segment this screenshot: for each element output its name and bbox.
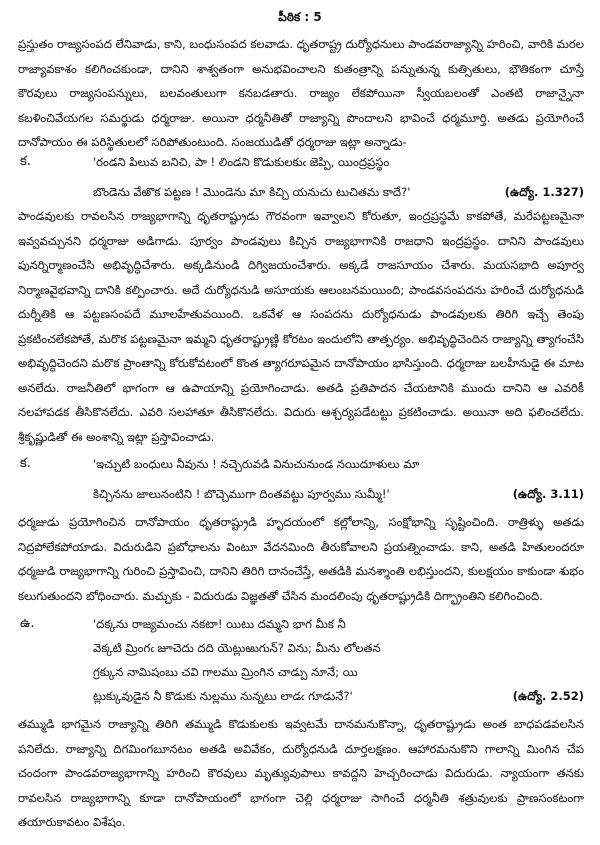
verse-meter-label: క. (20, 154, 31, 169)
verse-line: గ్రక్కున నామిషంబు చవి గాలము మ్రింగిన చాడ్పు నూనే; యి (93, 665, 358, 679)
verse-line: 'దక్కను రాజ్యమంచు నకటా! యిటు దమ్మని భాగ మీక నీ (93, 617, 346, 631)
paragraph-dhritarashtra: ధర్మజుడు ప్రయోగించిన దానోపాయం ధృతరాష్ట్రుడి హృదయంలో కల్లోలాన్ని, సంక్షోభాన్ని సృష్టించింది. రాత్రిళ్ళు అతడు నిద్రపోలేకపోయాడు. విదురుడిని ప్రబోధాలను వింటూ వేదనమింది తీరుకోవాలని ప్రయత్నించాడు. కాని, అతడి హితులందరూ ధర్మజుడి రాజ్యభాగాన్ని గురించి ప్రస్తావించి, దానిని తిరిగి దానంచేస్తే, అతడికి మనశ్శాంతి లభిస్తుందని, కులక్షయం కాకుండా శుభం కలుగుతుందని బోధించారు. మచ్చుకు - విదురుడు విజ్ఞతతో చేసిన మందలింపు ధృతరాష్ట్రుడికి దిగ్భ్రాంతిని కలిగించింది. (18, 515, 584, 603)
paragraph-intro: ప్రస్తుతం రాజ్యసంపద లేనివాడు, కాని, బంధుసంపద కలవాడు. ధృతరాష్ట్ర దుర్యోధనులు పాండవరాజ్యాన్ని హరించి, వారికి మరల రాజ్యావకాశం కలిగించకుండా, దానిని శాశ్వతంగా అనుభవించాలని కుతంత్రాన్ని పన్నుతున్న కుత్సితులు, భౌతికంగా చూస్తే కౌరవులు రాజ్యసంపన్నులు, బలవంతులుగా కనబడతారు. రాజ్యం లేకపోయినా స్వీయబలంతో ఎంతటి రాజాన్నైనా కబళించివేయగల సమర్థుడు ధర్మరాజు. అయినా ధర్మనీతితో రాజ్యాన్ని పొందాలని భావించే ధర్మమూర్తి. అతడు ప్రయోగించే దానోపాయం ఈ పరిస్థితులలో సరిపోతుంటుంది. సంజయుడితో ధర్మరాజు ఇట్లా అన్నాడు- (18, 37, 584, 149)
verse-reference: (ఉద్యో. 1.327) (504, 185, 584, 199)
verse-reference: (ఉద్యో. 2.52) (512, 689, 584, 703)
verse-block-3 (18, 612, 584, 712)
verse-line: 'రండని పిలువ బనిచి, పా ! లిండని కొడుకులకుఁ జెప్పి, యింద్రప్రస్థం (93, 155, 390, 169)
verse-reference: (ఉద్యో. 3.11) (512, 487, 584, 501)
verse-meter-label: ఉ. (20, 616, 35, 631)
verse-line: ట్లుక్కువుడైన నీ కొడుకు నుల్లము నున్నటు లాడఁ గూడునే?' (93, 689, 353, 703)
page-header: పీఠిక : 5 (278, 10, 322, 24)
verse-meter-label: క. (20, 456, 31, 471)
verse-block-2 (18, 452, 584, 512)
verse-line: కిచ్చినను జాలునంటిని ! బొచ్చెముగా దింతవట్టు పూర్వము సుమ్మీ!' (93, 487, 390, 501)
verse-line: వెక్కటి మ్రింగఁ జూచెదు దది యెట్లుఱుగున్? విను; మీను లోలతన (93, 641, 381, 655)
verse-line: బొండెను వేఱొక పట్టణ ! మొండెను మా కిచ్చి యనుచు టుచితమ కాదే?' (93, 185, 411, 199)
paragraph-conclusion: తమ్ముడి భాగమైన రాజ్యాన్ని తిరిగి తమ్ముడి కొడుకులకు ఇవ్వటమే దానమనుకొన్నా, ధృతరాష్ట్రుడు అంత బాధపడవలసిన పనిలేదు. రాజ్యాన్ని దిగమింగబూనటం అతడి అవివేకం, దుర్యోధనుడి దూర్తలక్షణం. ఆహారమనుకొని గాలాన్ని మింగిన చేప చందంగా పాండవరాజ్యభాగాన్ని హరించి కౌరవులు మృత్యువుపాలు కావద్దని హెచ్చరించాడు విదురుడు. న్యాయంగా తనకు రావలసిన రాజ్యభాగాన్ని కూడా దానోపాయంలో భాగంగా చెల్లి ధర్మరాజు సాగించే ధర్మనీతి శత్రువులకు ప్రాణసంకటంగా తయారుకావటం విశేషం. (18, 717, 584, 829)
paragraph-analysis: పాండవులకు రావలసిన రాజ్యభాగాన్ని ధృతరాష్ట్రుడు గౌరవంగా ఇవ్వాలని కోరుతూ, ఇంద్రప్రస్థమే కాకపోతే, మరేపట్టణమైనా ఇవ్వవచ్చునని ధర్మరాజు అడిగాడు. పూర్వం పాండవులు కిచ్చిన రాజ్యభాగానికి రాజధాని ఇంద్రప్రస్థం. దానిని పాండవులు పునర్నిర్మాణంచేసి అభివృద్ధిచేశారు. అక్కడినుండి దిగ్విజయంచేశారు. అక్కడే రాజసూయం చేశారు. మయసభాది అపూర్వ నిర్మాణవైభవాన్ని దానికి కల్పించారు. అదే దుర్యోధనుడి అసూయకు ఆలంబనమయింది; పాండవసంపదను హరించే దుర్యోధనుడి దుర్నీతికి ఆ పట్టణసంపదే మూలహేతువయింది. ఒకవేళ ఆ సంపదను దుర్యోధనుడు పాండవులకు తిరిగి ఇచ్చే తెంపు ప్రకటించలేకపోతే, మరొక పట్టణమైనా ఇమ్మని ధృతరాష్ట్రుణ్ణి కోరటం ఇందులోని తాత్పర్యం. అభివృద్ధిచెందిన రాజ్యాన్ని త్యాగంచేసి అభివృద్ధిచెందని మరొక ప్రాంతాన్ని కోరుకోవటంలో కొంత త్యాగరూపమైన దానోపాయం భాసిస్తుంది. ధర్మరాజు బలహీనుడై ఈ మాట అనలేదు. రాజనీతిలో భాగంగా ఆ ఉపాయాన్ని ప్రయోగించాడు. అతడి ప్రతిపాదన చేయటానికి ముందు దానిని ఆ ఎవరికీ నలహాపడక తీసికొనలేదు. ఎవరి సలహాతూ తీసికొనలేదు. విదురు ఆశ్చర్యపడేటట్టు ప్రకటించాడు. అయినా అది ఫలించలేదు. శ్రీకృష్ణుడితో ఈ అంశాన్ని ఇట్లా ప్రస్తావించాడు. (18, 209, 584, 444)
verse-line: 'ఇచ్చుటి బంధులు నీవును ! నచ్చెరువడి వినుచునుండ నయిదూళులు మా (93, 457, 420, 471)
